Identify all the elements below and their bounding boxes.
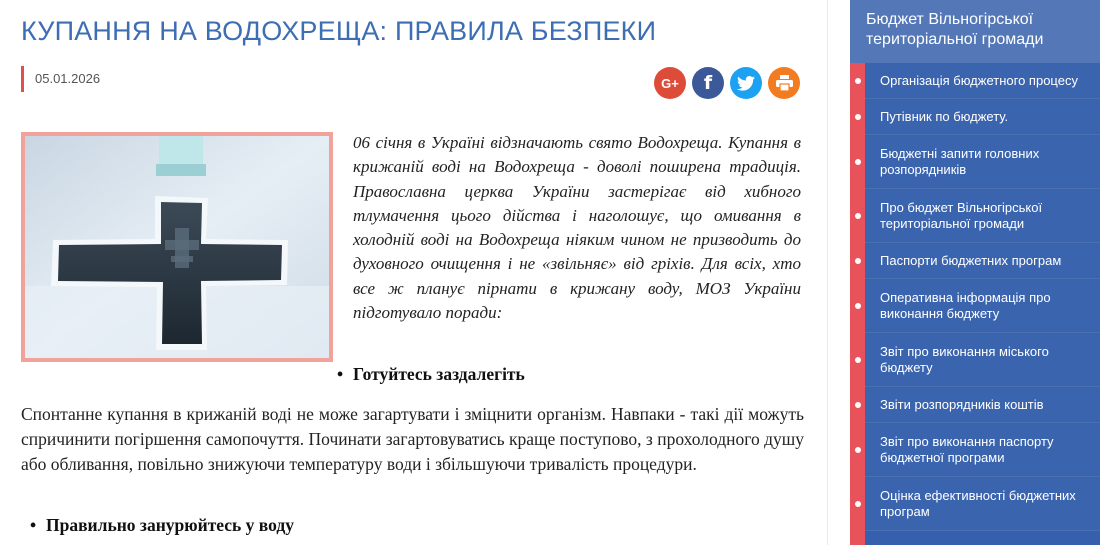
publish-date: 05.01.2026: [21, 66, 100, 92]
share-buttons: [654, 67, 800, 99]
sidebar-item-city-budget-report[interactable]: [865, 333, 1100, 387]
article-intro: 06 січня в Україні відзначають свято Водохреща. Купання в крижаній воді на Водохреща - доволі поширена традиція. Православна церква України застерігає від хибного тлумачення цього дійства і наголошує, що омивання в холодній воді на Водохреща ніяким чином не призводить до духовного очищення і не «звільняє» від гріхів. Для всіх, хто все ж планує пірнати в крижану воду, МОЗ України підготувало поради:: [353, 133, 801, 323]
sidebar-item-label: Організація бюджетного процесу: [880, 72, 1078, 88]
budget-sidebar: [850, 0, 1100, 545]
sidebar-item-budget-process[interactable]: [865, 63, 1100, 99]
twitter-icon: [737, 76, 755, 91]
bullet-dot-icon: [855, 402, 861, 408]
bullet-dot-icon: [855, 114, 861, 120]
bullet-text: Готуйтесь заздалегіть: [353, 364, 525, 384]
sidebar-item-label: Звіт про виконання паспорту бюджетної програми: [880, 433, 1054, 465]
sidebar-item-label: Оперативна інформація про виконання бюджету: [880, 289, 1051, 321]
bullet-marker: •: [337, 364, 344, 384]
google-plus-share-button[interactable]: G+: [654, 67, 686, 99]
sidebar-menu: [850, 63, 1100, 531]
sidebar-item-about-budget[interactable]: [865, 189, 1100, 243]
bullet-heading-immerse: [30, 515, 294, 536]
sidebar-item-label: Звіти розпорядників коштів: [880, 396, 1044, 412]
bullet-dot-icon: [855, 357, 861, 363]
bullet-dot-icon: [855, 213, 861, 219]
sidebar-item-label: Бюджетні запити головних розпорядників: [880, 145, 1040, 177]
bullet-dot-icon: [855, 303, 861, 309]
sidebar-item-label: Звіт про виконання міського бюджету: [880, 343, 1049, 375]
sidebar-title: Бюджет Вільногірської територіальної громади: [850, 0, 1100, 63]
facebook-share-button[interactable]: f: [692, 67, 724, 99]
sidebar-item-budget-requests[interactable]: [865, 135, 1100, 189]
bullet-marker: •: [30, 515, 37, 535]
ice-cross-hole-image: [25, 136, 329, 358]
bullet-dot-icon: [855, 501, 861, 507]
sidebar-item-program-passports[interactable]: [865, 243, 1100, 279]
page-title: КУПАННЯ НА ВОДОХРЕЩА: ПРАВИЛА БЕЗПЕКИ: [21, 16, 657, 46]
printer-icon: [776, 75, 793, 91]
sidebar-item-label: Паспорти бюджетних програм: [880, 252, 1062, 268]
sidebar-item-budget-guide[interactable]: [865, 99, 1100, 135]
bullet-dot-icon: [855, 258, 861, 264]
sidebar-item-operational-info[interactable]: [865, 279, 1100, 333]
sidebar-item-label: Про бюджет Вільногірської територіальної громади: [880, 199, 1043, 231]
twitter-share-button[interactable]: [730, 67, 762, 99]
sidebar-item-passport-report[interactable]: [865, 423, 1100, 477]
bullet-text: Правильно занурюйтесь у воду: [46, 515, 294, 535]
article-image: [21, 132, 333, 362]
sidebar-item-efficiency[interactable]: [865, 477, 1100, 531]
bullet-dot-icon: [855, 159, 861, 165]
print-button[interactable]: [768, 67, 800, 99]
sidebar-item-managers-reports[interactable]: [865, 387, 1100, 423]
bullet-heading-prepare: [337, 364, 525, 385]
bullet-dot-icon: [855, 447, 861, 453]
sidebar-item-label: Путівник по бюджету.: [880, 108, 1009, 124]
bullet-dot-icon: [855, 78, 861, 84]
article-paragraph: Спонтанне купання в крижаній воді не може загартувати і зміцнити організм. Навпаки - такі дії можуть спричинити погіршення самопочуття. Починати загартовуватись краще поступово, з прохолодного душу або обливання, повільно знижуючи температуру води і збільшуючи тривалість процедури.: [21, 404, 804, 474]
sidebar-item-label: Оцінка ефективності бюджетних програм: [880, 487, 1076, 519]
